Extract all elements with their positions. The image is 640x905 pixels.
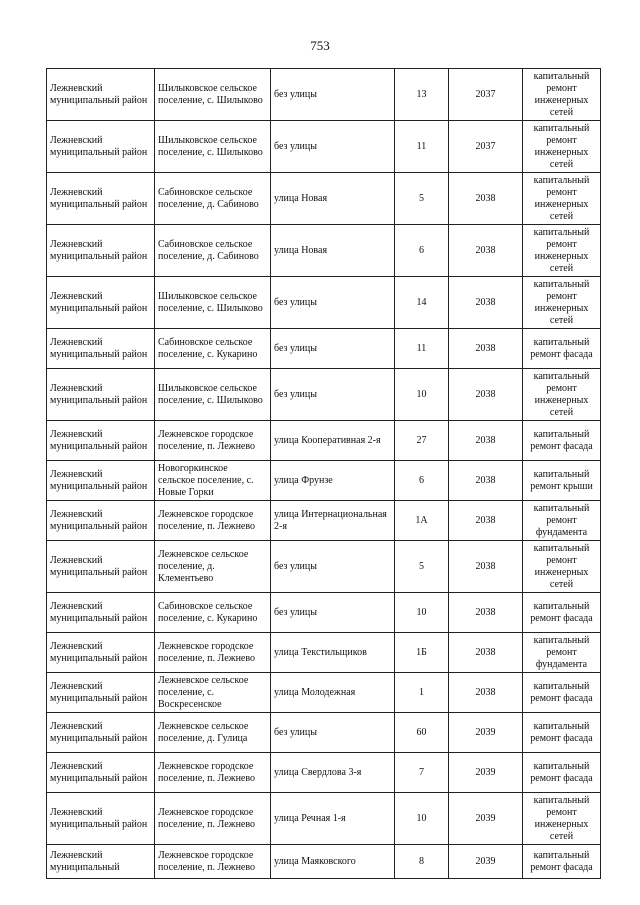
settlement-cell: Сабиновское сельское поселение, с. Кукарино — [155, 329, 271, 369]
table-row — [47, 461, 601, 501]
house-number-cell: 11 — [395, 121, 449, 173]
settlement-cell: Сабиновское сельское поселение, д. Сабиново — [155, 225, 271, 277]
work-type-cell: капитальный ремонт инженерных сетей — [523, 277, 601, 329]
table-row — [47, 69, 601, 121]
settlement-cell: Шилыковское сельское поселение, с. Шилыково — [155, 69, 271, 121]
year-cell: 2038 — [449, 225, 523, 277]
street-cell: улица Новая — [271, 173, 395, 225]
street-cell: без улицы — [271, 69, 395, 121]
house-number-cell: 10 — [395, 793, 449, 845]
house-number-cell: 10 — [395, 369, 449, 421]
settlement-cell: Лежневское городское поселение, п. Лежнево — [155, 421, 271, 461]
district-cell: Лежневский муниципальный район — [47, 461, 155, 501]
table-row — [47, 421, 601, 461]
street-cell: улица Новая — [271, 225, 395, 277]
house-number-cell: 60 — [395, 713, 449, 753]
street-cell: без улицы — [271, 329, 395, 369]
street-cell: улица Маяковского — [271, 845, 395, 879]
work-type-cell: капитальный ремонт инженерных сетей — [523, 173, 601, 225]
work-type-cell: капитальный ремонт инженерных сетей — [523, 541, 601, 593]
table-row — [47, 593, 601, 633]
year-cell: 2038 — [449, 173, 523, 225]
district-cell: Лежневский муниципальный район — [47, 633, 155, 673]
house-number-cell: 1 — [395, 673, 449, 713]
year-cell: 2038 — [449, 501, 523, 541]
settlement-cell: Лежневское городское поселение, п. Лежнево — [155, 633, 271, 673]
work-type-cell: капитальный ремонт крыши — [523, 461, 601, 501]
settlement-cell: Шилыковское сельское поселение, с. Шилыково — [155, 121, 271, 173]
repair-schedule-table — [46, 68, 601, 879]
table-row — [47, 633, 601, 673]
house-number-cell: 5 — [395, 173, 449, 225]
year-cell: 2038 — [449, 541, 523, 593]
house-number-cell: 14 — [395, 277, 449, 329]
year-cell: 2037 — [449, 121, 523, 173]
house-number-cell: 1Б — [395, 633, 449, 673]
table-row — [47, 845, 601, 879]
street-cell: без улицы — [271, 277, 395, 329]
house-number-cell: 27 — [395, 421, 449, 461]
work-type-cell: капитальный ремонт фасада — [523, 673, 601, 713]
district-cell: Лежневский муниципальный район — [47, 369, 155, 421]
district-cell: Лежневский муниципальный район — [47, 793, 155, 845]
settlement-cell: Лежневское сельское поселение, д. Клементьево — [155, 541, 271, 593]
house-number-cell: 6 — [395, 461, 449, 501]
settlement-cell: Новогоркинское сельское поселение, с. Новые Горки — [155, 461, 271, 501]
settlement-cell: Сабиновское сельское поселение, с. Кукарино — [155, 593, 271, 633]
year-cell: 2037 — [449, 69, 523, 121]
year-cell: 2038 — [449, 329, 523, 369]
district-cell: Лежневский муниципальный район — [47, 753, 155, 793]
work-type-cell: капитальный ремонт фасада — [523, 593, 601, 633]
district-cell: Лежневский муниципальный район — [47, 713, 155, 753]
year-cell: 2038 — [449, 673, 523, 713]
street-cell: улица Фрунзе — [271, 461, 395, 501]
district-cell: Лежневский муниципальный район — [47, 673, 155, 713]
work-type-cell: капитальный ремонт фундамента — [523, 633, 601, 673]
street-cell: улица Кооперативная 2-я — [271, 421, 395, 461]
year-cell: 2038 — [449, 593, 523, 633]
district-cell: Лежневский муниципальный район — [47, 541, 155, 593]
year-cell: 2039 — [449, 845, 523, 879]
page-number: 753 — [310, 38, 330, 53]
house-number-cell: 7 — [395, 753, 449, 793]
table-row — [47, 673, 601, 713]
work-type-cell: капитальный ремонт фасада — [523, 421, 601, 461]
house-number-cell: 8 — [395, 845, 449, 879]
street-cell: без улицы — [271, 713, 395, 753]
house-number-cell: 6 — [395, 225, 449, 277]
year-cell: 2039 — [449, 793, 523, 845]
settlement-cell: Лежневское городское поселение, п. Лежнево — [155, 845, 271, 879]
street-cell: улица Молодежная — [271, 673, 395, 713]
year-cell: 2038 — [449, 369, 523, 421]
street-cell: улица Интернациональная 2-я — [271, 501, 395, 541]
district-cell: Лежневский муниципальный — [47, 845, 155, 879]
settlement-cell: Сабиновское сельское поселение, д. Сабиново — [155, 173, 271, 225]
district-cell: Лежневский муниципальный район — [47, 225, 155, 277]
table-row — [47, 277, 601, 329]
year-cell: 2038 — [449, 277, 523, 329]
street-cell: без улицы — [271, 541, 395, 593]
settlement-cell: Лежневское городское поселение, п. Лежнево — [155, 753, 271, 793]
district-cell: Лежневский муниципальный район — [47, 69, 155, 121]
district-cell: Лежневский муниципальный район — [47, 501, 155, 541]
settlement-cell: Шилыковское сельское поселение, с. Шилыково — [155, 369, 271, 421]
street-cell: без улицы — [271, 593, 395, 633]
house-number-cell: 10 — [395, 593, 449, 633]
street-cell: улица Свердлова 3-я — [271, 753, 395, 793]
house-number-cell: 5 — [395, 541, 449, 593]
year-cell: 2039 — [449, 713, 523, 753]
work-type-cell: капитальный ремонт фасада — [523, 845, 601, 879]
district-cell: Лежневский муниципальный район — [47, 421, 155, 461]
settlement-cell: Лежневское городское поселение, п. Лежнево — [155, 501, 271, 541]
district-cell: Лежневский муниципальный район — [47, 121, 155, 173]
settlement-cell: Шилыковское сельское поселение, с. Шилыково — [155, 277, 271, 329]
work-type-cell: капитальный ремонт фундамента — [523, 501, 601, 541]
house-number-cell: 11 — [395, 329, 449, 369]
district-cell: Лежневский муниципальный район — [47, 173, 155, 225]
table-row — [47, 501, 601, 541]
district-cell: Лежневский муниципальный район — [47, 329, 155, 369]
work-type-cell: капитальный ремонт инженерных сетей — [523, 69, 601, 121]
work-type-cell: капитальный ремонт инженерных сетей — [523, 225, 601, 277]
house-number-cell: 13 — [395, 69, 449, 121]
year-cell: 2038 — [449, 461, 523, 501]
table-row — [47, 225, 601, 277]
year-cell: 2038 — [449, 421, 523, 461]
district-cell: Лежневский муниципальный район — [47, 593, 155, 633]
table-row — [47, 369, 601, 421]
street-cell: без улицы — [271, 121, 395, 173]
settlement-cell: Лежневское городское поселение, п. Лежнево — [155, 793, 271, 845]
settlement-cell: Лежневское сельское поселение, с. Воскресенское — [155, 673, 271, 713]
street-cell: улица Текстильщиков — [271, 633, 395, 673]
work-type-cell: капитальный ремонт инженерных сетей — [523, 121, 601, 173]
table-row — [47, 753, 601, 793]
year-cell: 2038 — [449, 633, 523, 673]
work-type-cell: капитальный ремонт фасада — [523, 753, 601, 793]
table-row — [47, 121, 601, 173]
table-row — [47, 541, 601, 593]
table-row — [47, 329, 601, 369]
district-cell: Лежневский муниципальный район — [47, 277, 155, 329]
street-cell: без улицы — [271, 369, 395, 421]
work-type-cell: капитальный ремонт фасада — [523, 713, 601, 753]
settlement-cell: Лежневское сельское поселение, д. Гулица — [155, 713, 271, 753]
work-type-cell: капитальный ремонт инженерных сетей — [523, 793, 601, 845]
table-row — [47, 793, 601, 845]
table-row — [47, 713, 601, 753]
table-row — [47, 173, 601, 225]
house-number-cell: 1А — [395, 501, 449, 541]
work-type-cell: капитальный ремонт фасада — [523, 329, 601, 369]
year-cell: 2039 — [449, 753, 523, 793]
work-type-cell: капитальный ремонт инженерных сетей — [523, 369, 601, 421]
street-cell: улица Речная 1-я — [271, 793, 395, 845]
